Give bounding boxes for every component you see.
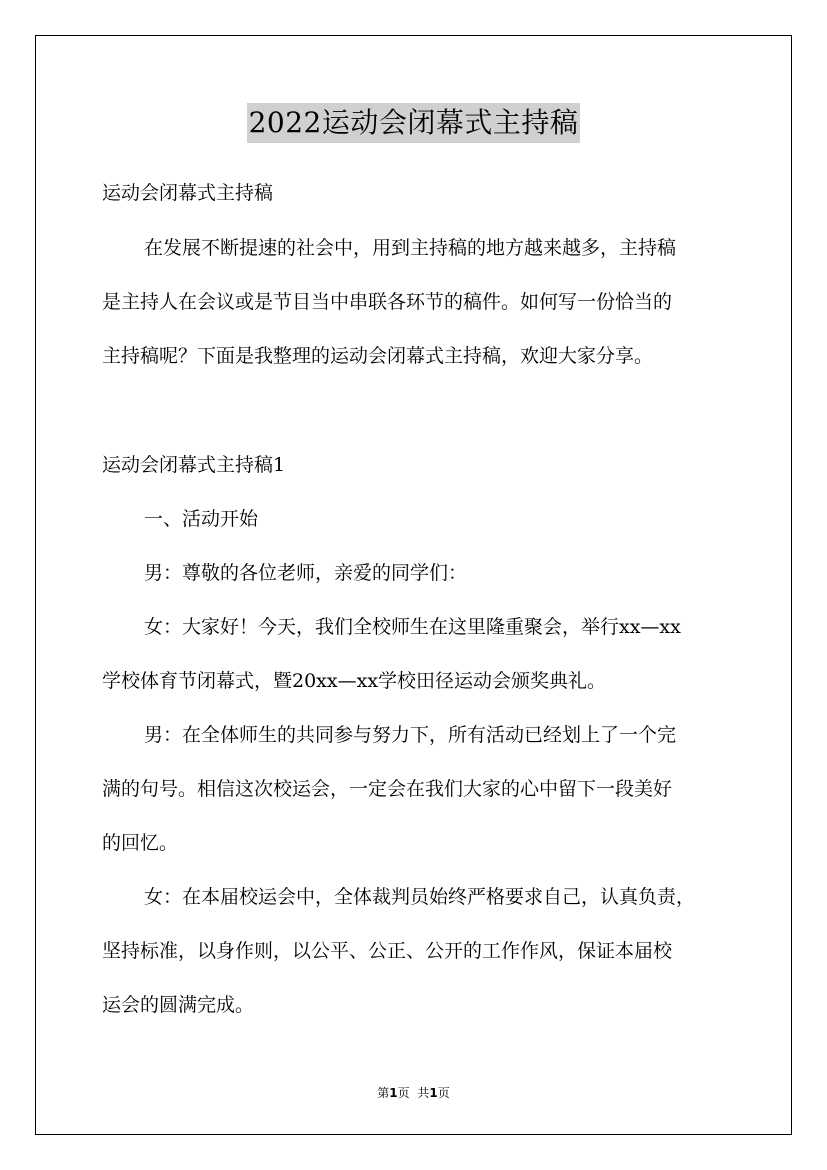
section-heading: 运动会闭幕式主持稿1 (102, 454, 286, 476)
footer-total-number: 1 (429, 1086, 438, 1100)
title-container (0, 103, 827, 143)
paragraph-line: 运会的圆满完成。 (102, 994, 255, 1016)
page-footer (0, 1084, 827, 1101)
footer-total-suffix: 页 (437, 1086, 450, 1100)
footer-page-suffix: 页 (397, 1086, 410, 1100)
paragraph-line: 在发展不断提速的社会中，用到主持稿的地方越来越多，主持稿 (144, 237, 677, 259)
paragraph-line: 男：尊敬的各位老师，亲爱的同学们： (144, 562, 468, 584)
paragraph-line: 的回忆。 (102, 832, 179, 854)
document-title: 2022运动会闭幕式主持稿 (247, 103, 581, 143)
section-heading: 运动会闭幕式主持稿 (102, 182, 274, 204)
footer-page-number: 1 (389, 1086, 398, 1100)
subsection-heading: 一、活动开始 (144, 508, 259, 530)
paragraph-line: 女：大家好！今天，我们全校师生在这里隆重聚会，举行xx—xx (144, 616, 681, 638)
paragraph-line: 是主持人在会议或是节目当中串联各环节的稿件。如何写一份恰当的 (102, 291, 673, 313)
footer-total-prefix: 共 (417, 1086, 430, 1100)
paragraph-line: 主持稿呢？下面是我整理的运动会闭幕式主持稿，欢迎大家分享。 (102, 345, 654, 367)
paragraph-line: 坚持标准，以身作则，以公平、公正、公开的工作作风，保证本届校 (102, 940, 673, 962)
paragraph-line: 女：在本届校运会中，全体裁判员始终严格要求自己，认真负责， (144, 886, 696, 908)
footer-page-prefix: 第 (377, 1086, 390, 1100)
paragraph-line: 男：在全体师生的共同参与努力下，所有活动已经划上了一个完 (144, 724, 677, 746)
paragraph-line: 学校体育节闭幕式，暨20xx—xx学校田径运动会颁奖典礼。 (102, 670, 607, 692)
paragraph-line: 满的句号。相信这次校运会，一定会在我们大家的心中留下一段美好 (102, 778, 673, 800)
